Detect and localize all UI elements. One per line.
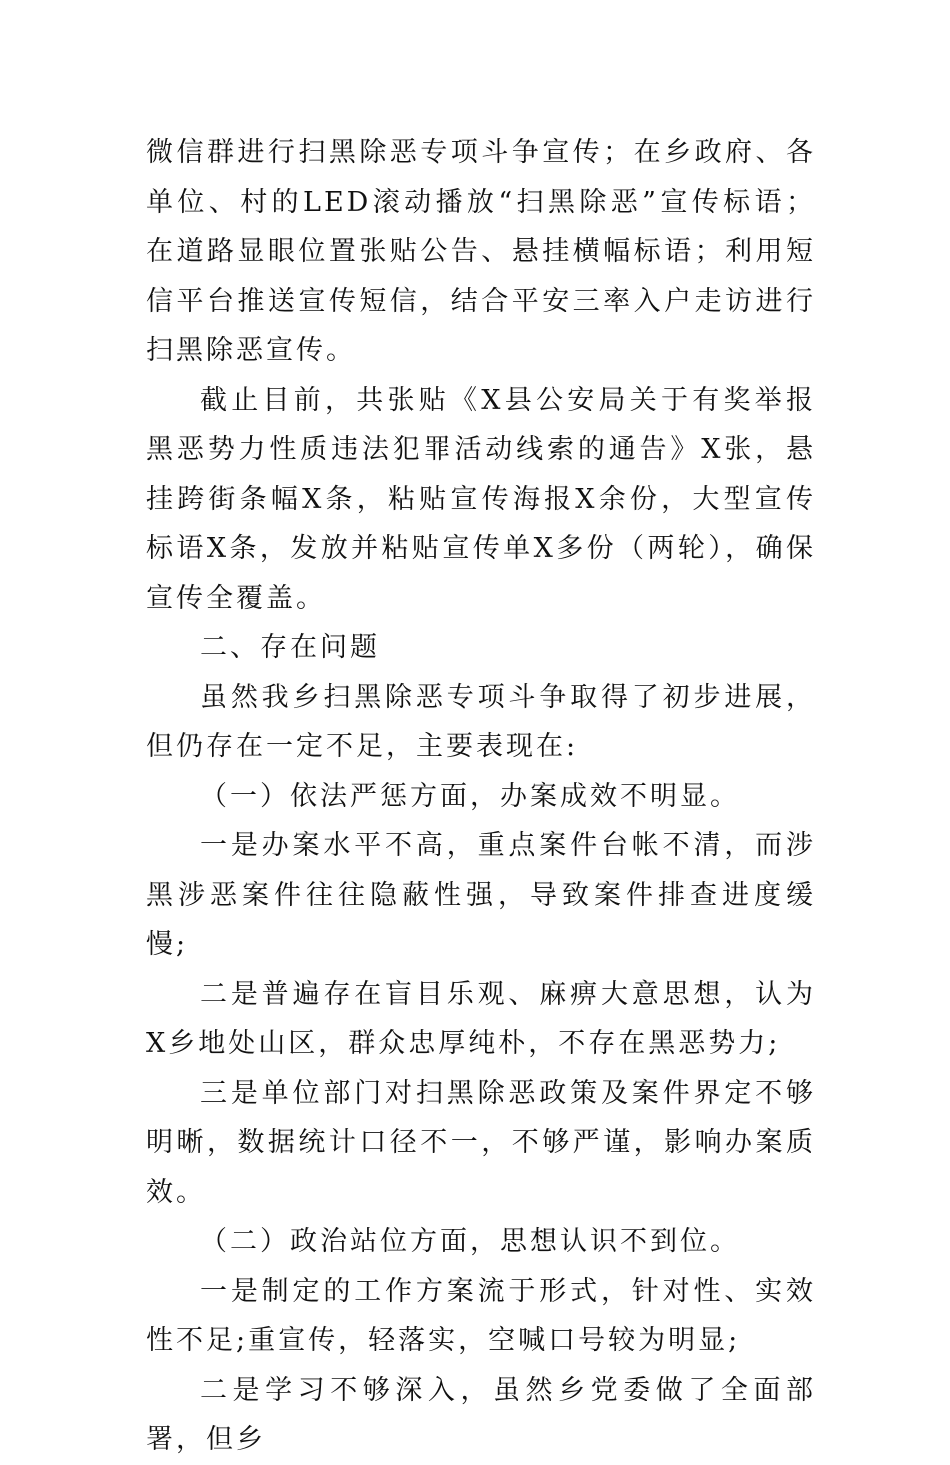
paragraph-point-two-complacency: 二是普遍存在盲目乐观、麻痹大意思想，认为X乡地处山区，群众忠厚纯朴，不存在黑恶势力; — [146, 978, 816, 1059]
paragraph-point-one-work-plan: 一是制定的工作方案流于形式，针对性、实效性不足;重宣传，轻落实，空喊口号较为明显; — [146, 1275, 816, 1356]
section-heading-existing-problems: 二、存在问题 — [200, 632, 380, 663]
paragraph-problems-intro: 虽然我乡扫黑除恶专项斗争取得了初步进展，但仍存在一定不足，主要表现在: — [146, 681, 816, 762]
paragraph-continuation-publicity: 微信群进行扫黑除恶专项斗争宣传；在乡政府、各单位、村的LED滚动播放“扫黑除恶”宣传标语；在道路显眼位置张贴公告、悬挂横幅标语；利用短信平台推送宣传短信，结合平安三率入户走访进行扫黑除恶宣传。 — [146, 137, 816, 366]
paragraph-point-three-policy-clarity: 三是单位部门对扫黑除恶政策及案件界定不够明晰，数据统计口径不一，不够严谨，影响办案质效。 — [146, 1077, 816, 1208]
paragraph-point-two-study: 二是学习不够深入，虽然乡党委做了全面部署，但乡 — [146, 1374, 816, 1455]
paragraph-point-one-case-handling: 一是办案水平不高，重点案件台帐不清，而涉黑涉恶案件往往隐蔽性强，导致案件排查进度缓慢; — [146, 830, 816, 960]
subheading-political-stance: （二）政治站位方面，思想认识不到位。 — [200, 1226, 740, 1257]
subheading-law-enforcement: （一）依法严惩方面，办案成效不明显。 — [200, 780, 740, 812]
paragraph-publicity-statistics: 截止目前，共张贴《X县公安局关于有奖举报黑恶势力性质违法犯罪活动线索的通告》X张，悬挂跨街条幅X条，粘贴宣传海报X余份，大型宣传标语X条，发放并粘贴宣传单X多份（两轮），确保宣传全覆盖。 — [146, 384, 816, 614]
document-body — [146, 128, 816, 1465]
